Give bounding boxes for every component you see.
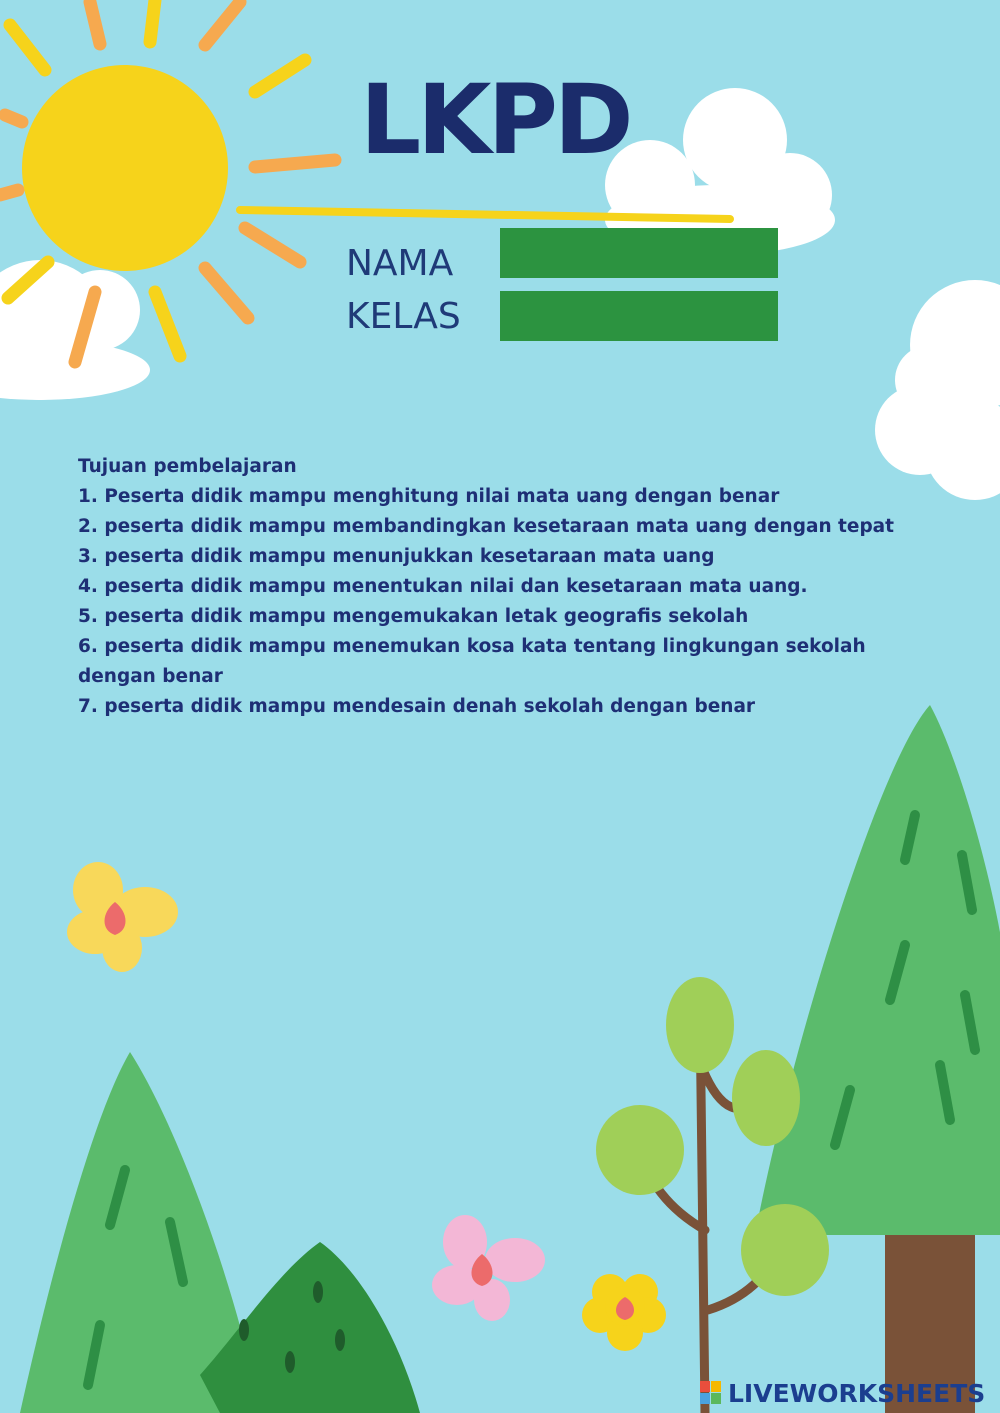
name-field[interactable] bbox=[500, 228, 778, 278]
flower-icon bbox=[432, 1215, 545, 1321]
liveworksheets-logo-icon bbox=[700, 1381, 722, 1405]
objective-item: 4. peserta didik mampu menentukan nilai dan kesetaraan mata uang. bbox=[78, 576, 808, 597]
learning-objectives bbox=[78, 452, 928, 722]
objective-item: 5. peserta didik mampu mengemukakan letak geografis sekolah bbox=[78, 606, 749, 627]
liveworksheets-watermark bbox=[700, 1378, 985, 1408]
watermark-text: LIVEWORKSHEETS bbox=[728, 1378, 986, 1408]
class-label: KELAS bbox=[346, 296, 461, 337]
objective-item: 2. peserta didik mampu membandingkan kesetaraan mata uang dengan tepat bbox=[78, 516, 895, 537]
flower-icon bbox=[582, 1274, 666, 1351]
objective-item: 6. peserta didik mampu menemukan kosa kata tentang lingkungan sekolah dengan benar bbox=[78, 636, 866, 687]
tree-icon bbox=[755, 705, 1000, 1413]
name-label: NAMA bbox=[346, 243, 454, 284]
objective-item: 1. Peserta didik mampu menghitung nilai mata uang dengan benar bbox=[78, 486, 780, 507]
objective-item: 7. peserta didik mampu mendesain denah sekolah dengan benar bbox=[78, 696, 756, 717]
objective-item: 3. peserta didik mampu menunjukkan kesetaraan mata uang bbox=[78, 546, 715, 567]
class-field[interactable] bbox=[500, 291, 778, 341]
objectives-heading: Tujuan pembelajaran bbox=[78, 456, 297, 477]
flower-icon bbox=[67, 862, 178, 972]
page-title: LKPD bbox=[360, 64, 630, 176]
sun-icon bbox=[22, 65, 228, 271]
